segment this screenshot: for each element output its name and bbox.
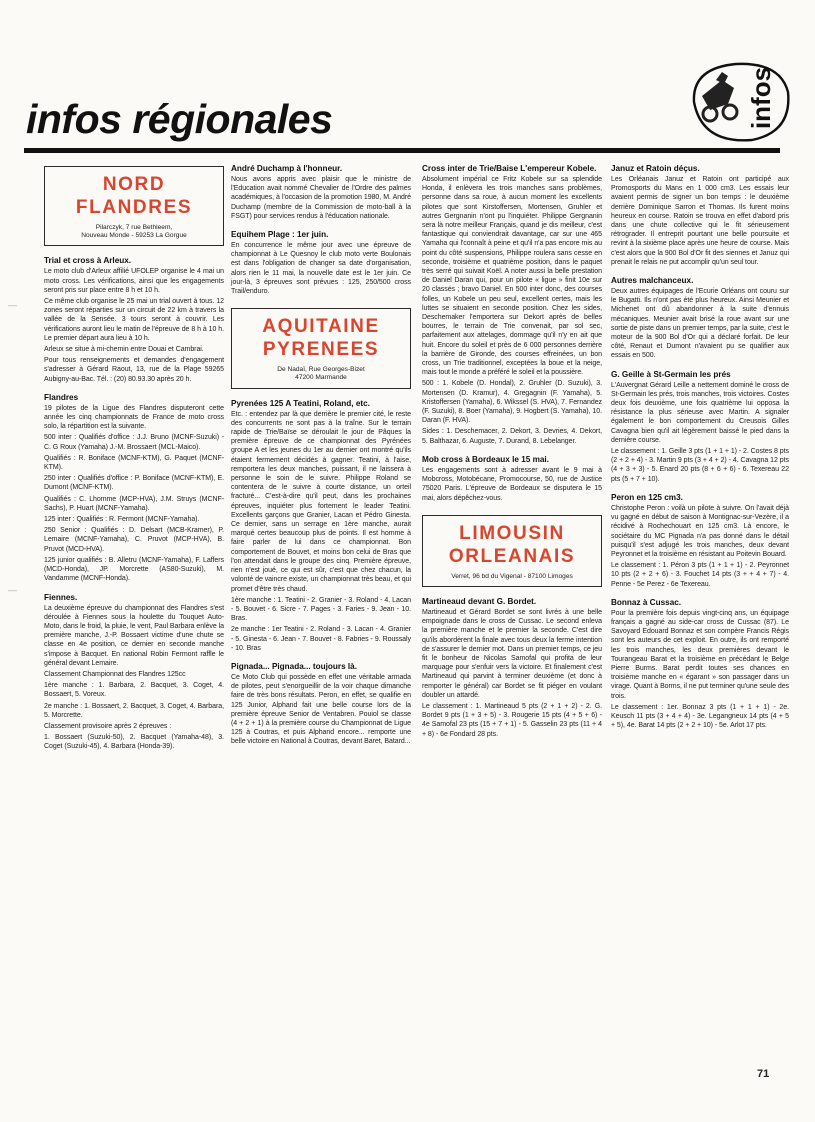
article-paragraph: Qualifiés : R. Boniface (MCNF-KTM), G. Paquet (MCNF-KTM). [44, 454, 224, 472]
region-address-line1: Verret, 96 bd du Vigenal - 87100 Limoges [451, 572, 573, 580]
article-paragraph: Les Orléanais Januz et Ratoin ont participé aux Promosports du Mans en 1 000 cm3. Les essais leur avaient permis de signer un bon temps : le deuxième derrière Dominique Sarron et Thomas. Ils furent moins heureux en course. Ratoin se trouva en effet d'abord pris dans une chute collective qui le fit sérieusement rétrograder. Il entreprit pourtant une belle poursuite et revint à la sixième place après une heure de course. Mais c'est alors que la 900 Bol d'Or fit des siennes et Januz qui prenait le relais ne put accomplir qu'un seul tour. [611, 176, 789, 266]
article-heading: Autres malchanceux. [611, 276, 694, 286]
col3-sections-top [422, 164, 602, 503]
column-2 [231, 164, 411, 749]
article-paragraph: 1. Bossaert (Suzuki-50), 2. Bacquet (Yamaha-48), 3. Coget (Suzuki-45), 4. Barbara (Honda-39). [44, 734, 224, 751]
article-paragraph: Martineaud et Gérard Bordet se sont livrés à une belle empoignade dans le cross de Cussac. Le second enleva la première manche et le premier la seconde. C'est dire qu'ils abordèrent la finale avec tous deux la ferme intention de s'assurer le dernier mot. Dans un premier temps, ce jeu fit le bonheur de Nicolas Samofal qui profita de leur marquage pour s'enfuir vers la victoire. Et finalement c'est Martineaud qui parvint à terminer deuxième (et donc à remporter le général) car Bordet se fit piéger en voulant doubler un attardé. [422, 608, 602, 699]
article-heading: Martineaud devant G. Bordet. [422, 596, 537, 606]
margin-mark: — [8, 585, 17, 595]
col3-sections-bottom [422, 597, 602, 739]
article-heading: André Duchamp à l'honneur. [231, 164, 343, 173]
article-heading: Fiennes. [44, 592, 78, 602]
svg-text:infos: infos [746, 66, 776, 130]
article-heading: Pignada... Pignada... toujours là. [231, 661, 358, 671]
region-box-aquitaine-pyrenees [231, 308, 411, 388]
column-1 [44, 164, 224, 754]
article-paragraph: Le moto club d'Arleux affilié UFOLEP organise le 4 mai un moto cross. Les vérifications, ainsi que les engagements seront pris sur place entre 8 h et 10 h. [44, 268, 224, 294]
article-paragraph: Les engagements sont à adresser avant le 9 mai à Mobcross, Motobécane, Promocourse, 50, rue de Justice 75020 Paris. L'épreuve de Bordeaux se disputera le 15 mai, alors dépêchez-vous. [422, 466, 602, 502]
region-name-line2: PYRENEES [262, 339, 380, 361]
article-paragraph: 2e manche : 1. Bossaert, 2. Bacquet, 3. Coget, 4. Barbara, 5. Morcrette. [44, 702, 224, 719]
article-heading: Flandres [44, 392, 79, 402]
article-heading: Januz et Ratoin déçus. [611, 164, 700, 173]
region-name-line1: NORD [102, 174, 166, 195]
article-paragraph: Nous avons appris avec plaisir que le ministre de l'Education avait nommé Chevalier de l'Ordre des palmes académiques, à l'occasion de la promotion 1980, M. André Duchamp (membre de la Commission de moto-ball à la FSGT) pour services rendus à l'éducation nationale. [231, 176, 411, 220]
article-paragraph: 19 pilotes de la Ligue des Flandres disputeront cette année les cinq championnats de France de moto cross solo, la répartition est la suivante. [44, 404, 224, 431]
region-address-line2: Nouveau Monde - 59253 La Gorgue [81, 232, 187, 240]
article-paragraph: Arleux se situe à mi-chemin entre Douai et Cambrai. [44, 346, 204, 354]
column-3 [422, 164, 602, 741]
article-paragraph: 1ère manche : 1. Teatini - 2. Granier - 3. Roland - 4. Lacan - 5. Bouvet - 6. Sicre - 7. Pages - 3. Faries - 9. Jean - 10. Bras. [231, 596, 411, 623]
article-paragraph: Pour la première fois depuis vingt-cinq ans, un équipage français a gagné au side-car cross de Cussac (87). Le Savoyard Edouard Bonnaz et son compère Francis Régis sont les auteurs de cet exploit. En outre, ils ont remporté les trois manches, les deux premières devant le Tourangeau Barat et la troisième en précédant le Belge Pierre Burms. Barat perdit toutes ses chances en troisième manche en « égarant » son passager dans un virage. Quant à Borms, il ne put terminer qu'une seule des trois. [611, 609, 789, 700]
article-heading: Bonnaz à Cussac. [611, 597, 682, 607]
article-paragraph: 125 inter : Qualifiés : R. Fermont (MCNF-Yamaha). [44, 516, 200, 524]
page-title: infos régionales [26, 96, 333, 142]
region-name-line1: LIMOUSIN [459, 522, 565, 544]
article-heading: Pyrenées 125 A Teatini, Roland, etc. [231, 398, 370, 408]
article-paragraph: Etc. : entendez par là que derrière le premier cité, le reste des concurrents ne sont pas à la traîne. Sur le terrain rapide de Trie/Baïse se déroulait le jour de Pâques la première épreuve de ce championnat des Pyrénées groupe A et les jeunes du 1er au dernier ont montré qu'ils étaient fermement décidés à gagner. Teatini, à l'aise, remportera les deux manches, puissant, il ne laissera à personne le soin de le suivre. Philippe Roland se contentera de le suivre à courte distance, un orteil fracturé... C'est-à-dire qu'il peut, dans les prochaines épreuves, inquiéter plus fortement le leader Teatini. Excellents garçons que Granier, Lacan et Pédro Ginesta. Ce dernier, sans un serrage en 1ère manche, aurait marqué certes beaucoup plus de points. Il est homme à faire parler de lui dans ce championnat. Bon comportement de Bouvet, et moins bon celui de Bras que l'on attendait dans le groupe des cinq. Première épreuve, rien n'est joué, ce qui est sûr, c'est que chez chacun, la volonté de vaincre existe, un championnat très beau, et qui promet d'être très chaud. [231, 410, 411, 593]
region-name-line2: ORLEANAIS [448, 545, 576, 567]
article-heading: G. Geille à St-Germain les prés [611, 369, 731, 379]
article-heading: Trial et cross à Arleux. [44, 256, 132, 266]
article-paragraph: 500 : 1. Kobele (D. Hondal), 2. Gruhler (D. Suzuki), 3. Mortensen (D. Kramur), 4. Gregagnin (F. Yamaha), 5. Kristoffersen (Yamaha), 6. Wikssel (S. HVA), 7. Fernandez (F. Suzuki), 8. Boer (Yamaha), 9. Hogbert (S. Yamaha), 10. Daran (F. HVA). [422, 380, 602, 425]
article-paragraph: En concurrence le même jour avec une épreuve de championnat à Le Quesnoy le club moto verte Boulonais est dans l'obligation de changer sa date d'organisation, alors rien le 11 mai, la nouvelle date est le 1er juin. Ce jour-là, 3 épreuves sont prévues : 125, 250/500 cross Trail/enduro. [231, 242, 411, 296]
article-paragraph: Qualifiés : C. Lhomme (MCP-HVA), J.M. Struys (MCNF-Sachs), P. Huart (MCNF-Yamaha). [44, 495, 224, 512]
article-paragraph: Christophe Peron : voilà un pilote à suivre. On l'avait déjà vu gagné en début de saison à Montignac-sur-Vezère, il a récidivé à Rochechouart en 125 cm3. Là encore, le sociétaire du MC Pignada n'a pas donné dans le détail puisqu'il s'est adjugé les trois manches, deux devant Peyronnet et la troisième en résistant au Poitevin Bouard. [611, 504, 789, 558]
column-4 [611, 164, 789, 732]
title-rule [24, 148, 780, 153]
article-paragraph: Classement provisoire après 2 épreuves : [44, 722, 172, 730]
article-paragraph: La deuxième épreuve du championnat des Flandres s'est déroulée à Fiennes sous la houlette du Touquet Auto-Moto, dans le froid, la pluie, le vent, Paul Barbara enlève la première manche, J.-P. Bossaert victime d'une chute se classe en 4e position, ce dernier en seconde manche s'impose à Bacquet. En national Robin Fermont raffle le général devant Lemaire. [44, 604, 224, 667]
article-paragraph: Deux autres équipages de l'Ecurie Orléans ont couru sur le Bugatti. Ils n'ont pas été plus heureux. Ainsi Meunier et Michenet ont dû abandonner à la suite d'ennuis mécaniques. Meunier avait brisé la roue avant sur une sortie de piste dans un premier temps, par la suite, c'est le moteur de la 900 Bol d'Or qui a déclaré forfait. De leur côté, Renaut et Dumont n'avaient pu se qualifier aux essais en 500. [611, 288, 789, 360]
region-box-limousin-orleanais [422, 515, 602, 587]
article-paragraph: 250 inter : Qualifiés d'office : P. Boniface (MCNF-KTM), E. Dumont (MCNF-KTM). [44, 475, 224, 492]
infos-logo-icon [688, 58, 792, 144]
article-heading: Mob cross à Bordeaux le 15 mai. [422, 454, 549, 464]
article-paragraph: Sides : 1. Deschemacer, 2. Dekort, 3. Devries, 4. Dekort, 5. Balthazar, 6. Auguste, 7. Durand, 8. Lebelanger. [422, 428, 602, 445]
article-paragraph: 1ère manche : 1. Barbara, 2. Bacquet, 3. Coget, 4. Bossaert, 5. Voreux. [44, 682, 224, 699]
article-paragraph: Absolument impérial ce Fritz Kobele sur sa splendide Honda, il enlèvera les trois manches sans problèmes, personne dans sa roue, à aucun moment les excellents pilotes que sont Kirstoffersen, Mortensen, Gruhler et autres Gergnanin n'ont pu l'inquiéter. Philippe Gergnanin sera là notre meilleur Français, quand je dis meilleur, c'est fantastique qui conviendrait davantage, car sur une 465 Yamaha qui l'connaît à peine et qu'il n'a pas encore mis au point du côté suspensions, Philippe roulera sans cesse en seconde, troisième et quatrième position, dans le paquet très serré qui suivait Koël. A noter aussi la belle prestation de Daniel Daran qui, pour un pilote « ligue » finit 10e sur 20 classés ; bravo Daniel. En 500 inter donc, des courses folles, un Kobele un peu seul, excellent certes, mais les luttes se situaient en seconde position. Chez les sides, Deschemaker l'emportera sur Dekort après de belles bourres, le terrain de Trie convenait, par sol sec, parfaitement aux attelages, dommage qu'il n'y en ait que huit. Encore du soleil et près de 6 000 personnes derrière la barrière de Gironde, des courses effreinées, un bon cross, un Trie traditionnel, exceptées la boue et la neige, mais tout le monde a préféré le soleil et la poussière. [422, 176, 602, 377]
article-paragraph: 2e manche : 1er Teatini - 2. Roland - 3. Lacan - 4. Granier - 5. Ginesta - 6. Jean - 7. Bouvet - 8. Fabries - 9. Roussaly - 10. Bras [231, 626, 411, 652]
article-paragraph: Classement Championnat des Flandres 125cc [44, 670, 186, 678]
region-name-line1: AQUITAINE [262, 316, 380, 338]
article-paragraph: Le classement : 1er. Bonnaz 3 pts (1 + 1 + 1) - 2e. Keusch 11 pts (3 + 4 + 4) - 3e. Legangneux 14 pts (4 + 5 + 5), 4e. Barat 14 pts (2 + 2 + 10) - 5e. Arlot 17 pts. [611, 703, 789, 730]
article-paragraph: Ce Moto Club qui possède en effet une véritable armada de pilotes, peut s'enorgueillir de la voir chaque dimanche faire de très bons résultats. Peron, en effet, se qualifie en 125 Junior, Alphand fait une belle course lors de la première épreuve Senior de Ventabren. Pouiol se classe (4 + 2 + 1) à la première course du Championnat de Ligue 125 à Coutras, et puis Alphand encore... remporte une belle victoire en National à Coutras, devant Baret, Batard... [231, 673, 411, 746]
margin-mark: — [8, 300, 17, 310]
page-number: 71 [757, 1068, 770, 1080]
article-paragraph: 250 Senior : Qualifiés : D. Delsart (MCB-Kramer), P. Lemaire (MCNF-Yamaha), C. Pruvot (MCP-HVA), B. Pruvot (MCD-HVA). [44, 527, 224, 553]
article-paragraph: 500 inter : Qualifiés d'office : J.J. Bruno (MCNF-Suzuki) - C. G Roux (Yamaha) J.-M. Brossaert (MCL-Maico). [44, 434, 224, 451]
region-box-nord-flandres [44, 166, 224, 246]
region-address-line1: De Nadaï, Rue Georges-Bizet [277, 366, 365, 374]
region-address-line1: Pilarczyk, 7 rue Bethleem, [95, 224, 173, 231]
article-heading: Peron en 125 cm3. [611, 492, 683, 502]
article-paragraph: Pour tous renseignements et demandes d'engagement s'adresser à Gérard Raout, 13, rue de la Plage 59265 Aubigny-au-Bac. Tél. : (20) 80.93.30 après 20 h. [44, 357, 224, 383]
article-paragraph: Ce même club organise le 25 mai un trial ouvert à tous. 12 zones seront réparties sur un circuit de 22 km à travers la vallée de la Sensée. 3 tours seront à couvrir. Les vérifications auront lieu le matin de l'épreuve de 8 h à 10 h. Le premier départ aura lieu à 10 h. [44, 298, 224, 342]
col1-sections [44, 256, 224, 751]
col2-sections-bottom [231, 399, 411, 747]
article-heading: Cross inter de Trie/Baise L'empereur Kobele. [422, 164, 597, 173]
article-paragraph: Le classement : 1. Geille 3 pts (1 + 1 + 1) - 2. Costes 8 pts (2 + 2 + 4) - 3. Martin 9 pts (3 + 4 + 2) - 4. Cavagna 12 pts (4 + 3 + 3) - 5. Enard 20 pts (8 + 6 + 6) - 6. Texereau 22 pts (5 + 7 + 10). [611, 448, 789, 483]
col4-sections [611, 164, 789, 730]
article-paragraph: Le classement : 1. Péron 3 pts (1 + 1 + 1) - 2. Peyronnet 10 pts (2 + 2 + 6) - 3. Fouchet 14 pts (3 + + 4 + 7) - 4. Penne - 5e Perez - 6e Texereau. [611, 562, 789, 588]
article-paragraph: Le classement : 1. Martineaud 5 pts (2 + 1 + 2) - 2. G. Bordet 9 pts (1 + 3 + 5) - 3. Rougerie 15 pts (4 + 5 + 6) - 4e Samofal 23 pts (15 + 7 + 1) - 5. Gasselin 23 pts (11 + 4 + 8) - 6e Fondard 28 pts. [422, 702, 602, 738]
region-address-line2: 47200 Marmande [295, 374, 347, 382]
article-paragraph: 125 junior qualifiés : B. Alletru (MCNF-Yamaha), F. Laffers (MCD-Honda), JP. Morcrette (AS80-Suzuki), M. Vandamme (MCNF-Honda). [44, 556, 224, 583]
article-heading: Equihem Plage : 1er juin. [231, 230, 329, 240]
col2-sections-top [231, 164, 411, 296]
article-paragraph: L'Auvergnat Gérard Leille a nettement dominé le cross de St-Germain les prés, trois manches, trois victoires. Costes deux fois deuxième, une fois quatrième lui opposa la résistance la plus sérieuse avec Martin. A signaler également le bon comportement du Creusois Gilles Cavagna bien qu'il ait légèrement baissé le pied dans la dernière course. [611, 381, 789, 444]
region-name-line2: FLANDRES [75, 197, 193, 218]
